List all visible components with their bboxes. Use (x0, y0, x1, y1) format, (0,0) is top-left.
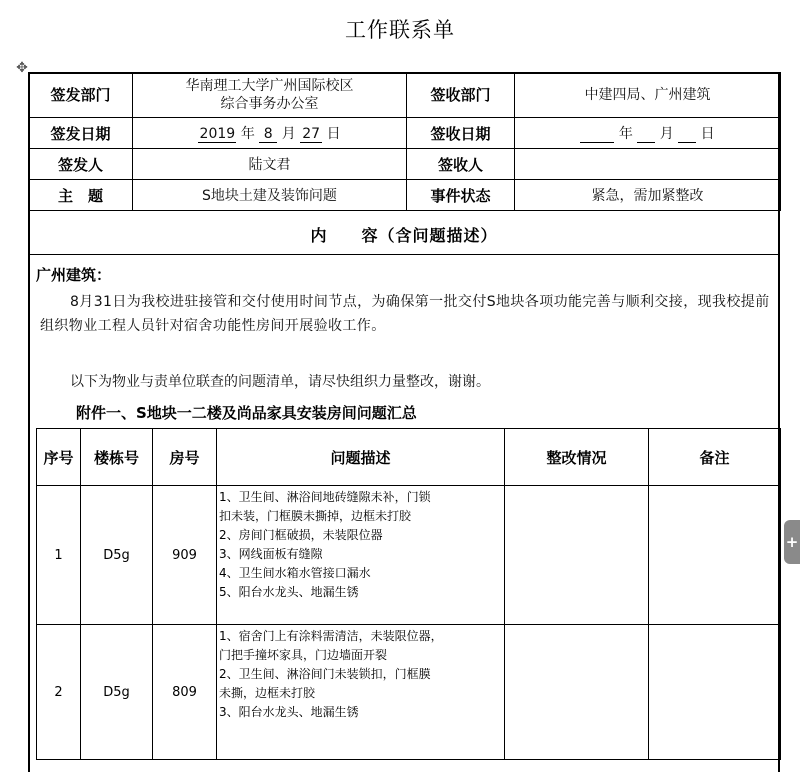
row-room: 909 (153, 486, 217, 625)
content-section-heading: 内 容（含问题描述） (28, 218, 780, 255)
issuing-dept-line2: 综合事务办公室 (220, 96, 319, 112)
description-line: 4、卫生间水箱水管接口漏水 (219, 566, 371, 580)
row-description (217, 486, 505, 625)
move-icon[interactable]: ✥ (16, 60, 28, 76)
body-paragraph-1: 8月31日为我校进驻接管和交付使用时间节点，为确保第一批交付S地块各项功能完善与顺利交接，现我校提前组织物业工程人员针对宿舍功能性房间开展验收工作。 (40, 294, 770, 334)
description-line: 5、阳台水龙头、地漏生锈 (219, 585, 359, 599)
receive-date-month-blank[interactable] (637, 126, 655, 143)
issue-date-day-unit: 日 (326, 126, 341, 142)
receiving-dept-label: 签收部门 (407, 73, 515, 118)
receive-date-day-unit: 日 (700, 126, 715, 142)
issuing-dept-line1: 华南理工大学广州国际校区 (185, 78, 354, 94)
header-remarks: 备注 (649, 429, 781, 486)
receiving-dept-value: 中建四局、广州建筑 (515, 73, 781, 118)
row-rectification[interactable] (505, 625, 649, 760)
row-room: 809 (153, 625, 217, 760)
document-title: 工作联系单 (345, 18, 455, 42)
receive-date-value (515, 118, 781, 149)
issues-header-row (37, 429, 781, 486)
subject-value: S地块土建及装饰问题 (133, 180, 407, 211)
description-line: 1、卫生间、淋浴间地砖缝隙未补，门锁 (219, 490, 431, 504)
issuing-dept-label: 签发部门 (29, 73, 133, 118)
description-line: 3、网线面板有缝隙 (219, 547, 323, 561)
header-row-departments (29, 73, 781, 118)
header-description: 问题描述 (217, 429, 505, 486)
status-label: 事件状态 (407, 180, 515, 211)
row-rectification[interactable] (505, 486, 649, 625)
description-line: 未撕，边框未打胶 (219, 686, 316, 700)
row-remarks[interactable] (649, 486, 781, 625)
table-row (37, 486, 781, 625)
attachment-title: 附件一、S地块一二楼及尚品家具安装房间问题汇总 (76, 404, 417, 422)
header-rectification: 整改情况 (505, 429, 649, 486)
receiver-label: 签收人 (407, 149, 515, 180)
row-seq: 2 (37, 625, 81, 760)
issues-table (36, 428, 781, 760)
header-table (28, 72, 781, 211)
addressee: 广州建筑： (36, 266, 112, 284)
receive-date-label: 签收日期 (407, 118, 515, 149)
header-row-subject (29, 180, 781, 211)
issuer-value: 陆文君 (133, 149, 407, 180)
table-row (37, 625, 781, 760)
row-building: D5g (81, 486, 153, 625)
header-seq: 序号 (37, 429, 81, 486)
row-building: D5g (81, 625, 153, 760)
row-description (217, 625, 505, 760)
description-line: 2、房间门框破损，未装限位器 (219, 528, 383, 542)
description-line: 1、宿舍门上有涂料需清洁，未装限位器， (219, 629, 443, 643)
issuing-dept-value (133, 73, 407, 118)
header-building: 楼栋号 (81, 429, 153, 486)
issue-date-value (133, 118, 407, 149)
issuer-label: 签发人 (29, 149, 133, 180)
row-remarks[interactable] (649, 625, 781, 760)
header-row-people (29, 149, 781, 180)
issue-date-year-unit: 年 (240, 126, 255, 142)
receive-date-month-unit: 月 (659, 126, 674, 142)
plus-icon[interactable]: + (784, 520, 800, 564)
body-paragraph-2: 以下为物业与责单位联查的问题清单，请尽快组织力量整改，谢谢。 (70, 374, 490, 390)
issue-date-day: 27 (300, 126, 322, 143)
issue-date-month: 8 (259, 126, 277, 143)
row-seq: 1 (37, 486, 81, 625)
receive-date-year-unit: 年 (618, 126, 633, 142)
issue-date-year: 2019 (199, 126, 236, 142)
status-value: 紧急，需加紧整改 (515, 180, 781, 211)
receiver-value[interactable] (515, 149, 781, 180)
header-room: 房号 (153, 429, 217, 486)
description-line: 3、阳台水龙头、地漏生锈 (219, 705, 359, 719)
issue-date-month-unit: 月 (281, 126, 296, 142)
description-line: 2、卫生间、淋浴间门未装锁扣，门框膜 (219, 667, 431, 681)
description-line: 扣未装，门框膜未撕掉，边框未打胶 (219, 509, 412, 523)
receive-date-day-blank[interactable] (678, 126, 696, 143)
receive-date-year-blank[interactable] (580, 126, 614, 143)
description-line: 门把手撞坏家具，门边墙面开裂 (219, 648, 388, 662)
issue-date-label: 签发日期 (29, 118, 133, 149)
header-row-dates (29, 118, 781, 149)
subject-label: 主 题 (29, 180, 133, 211)
